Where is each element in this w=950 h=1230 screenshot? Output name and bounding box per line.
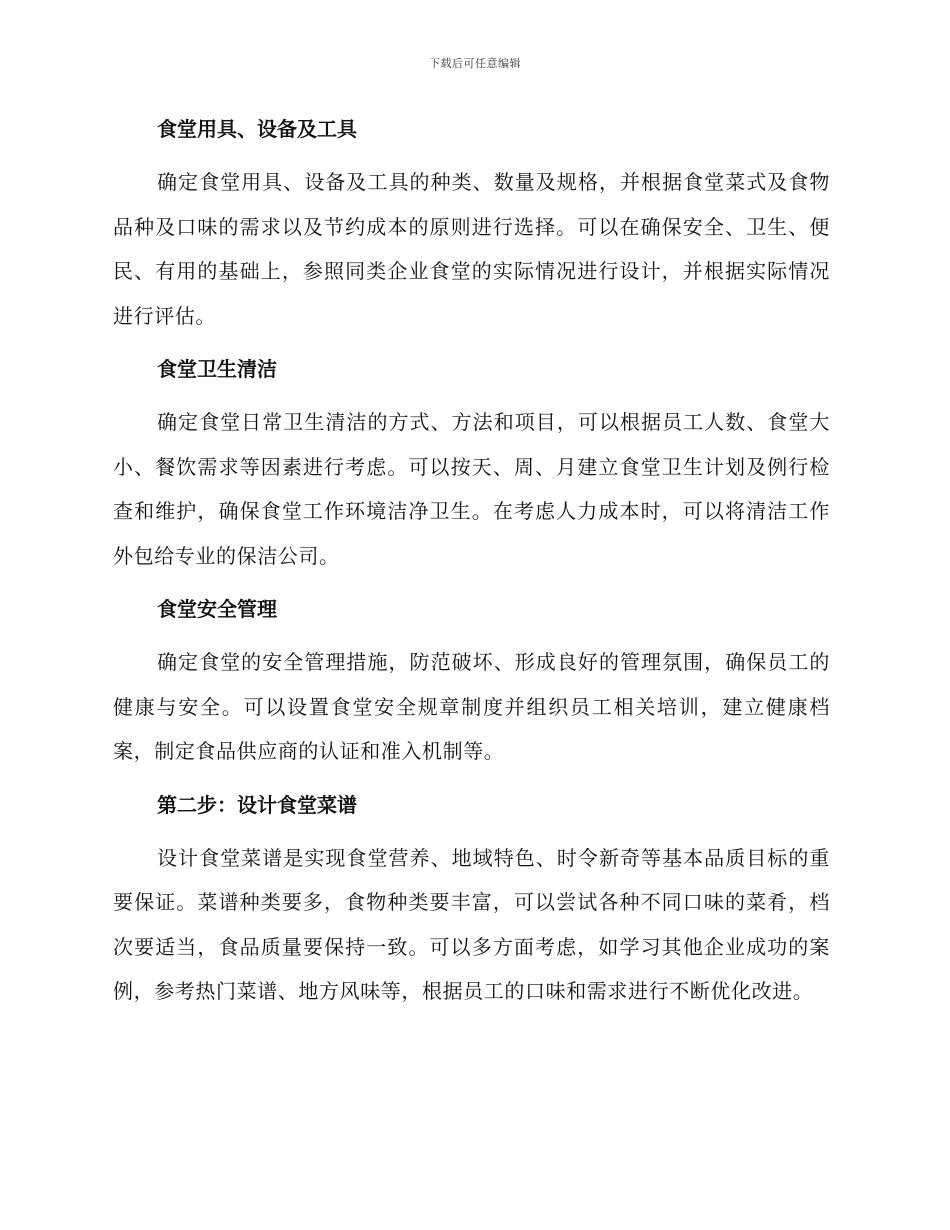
section-heading: 第二步：设计食堂菜谱 xyxy=(157,792,357,817)
section-paragraph: 确定食堂的安全管理措施，防范破坏、形成良好的管理氛围，确保员工的健康与安全。可以设置食堂安全规章制度并组织员工相关培训，建立健康档案，制定食品供应商的认证和准入机制等。 xyxy=(113,650,830,763)
section-utensils xyxy=(113,112,830,338)
section-safety xyxy=(113,592,830,774)
section-heading: 食堂卫生清洁 xyxy=(157,357,277,381)
header-note: 下载后可任意编辑 xyxy=(429,57,521,70)
section-paragraph: 确定食堂日常卫生清洁的方式、方法和项目，可以根据员工人数、食堂大小、餐饮需求等因素进行考虑。可以按天、周、月建立食堂卫生计划及例行检查和维护，确保食堂工作环境洁净卫生。在考虑人力成本时，可以将清洁工作外包给专业的保洁公司。 xyxy=(113,410,830,568)
section-heading: 食堂用具、设备及工具 xyxy=(157,117,357,141)
section-paragraph: 设计食堂菜谱是实现食堂营养、地域特色、时令新奇等基本品质目标的重要保证。菜谱种类要多，食物种类要丰富，可以尝试各种不同口味的菜肴，档次要适当，食品质量要保持一致。可以多方面考虑，如学习其他企业成功的案例，参考热门菜谱、地方风味等，根据员工的口味和需求进行不断优化改进。 xyxy=(113,845,830,1003)
section-paragraph: 确定食堂用具、设备及工具的种类、数量及规格，并根据食堂菜式及食物品种及口味的需求以及节约成本的原则进行选择。可以在确保安全、卫生、便民、有用的基础上，参照同类企业食堂的实际情况进行设计，并根据实际情况进行评估。 xyxy=(113,170,830,328)
document-body xyxy=(113,112,830,1028)
section-menu-design xyxy=(113,788,830,1014)
section-hygiene xyxy=(113,352,830,578)
section-heading: 食堂安全管理 xyxy=(157,597,277,621)
